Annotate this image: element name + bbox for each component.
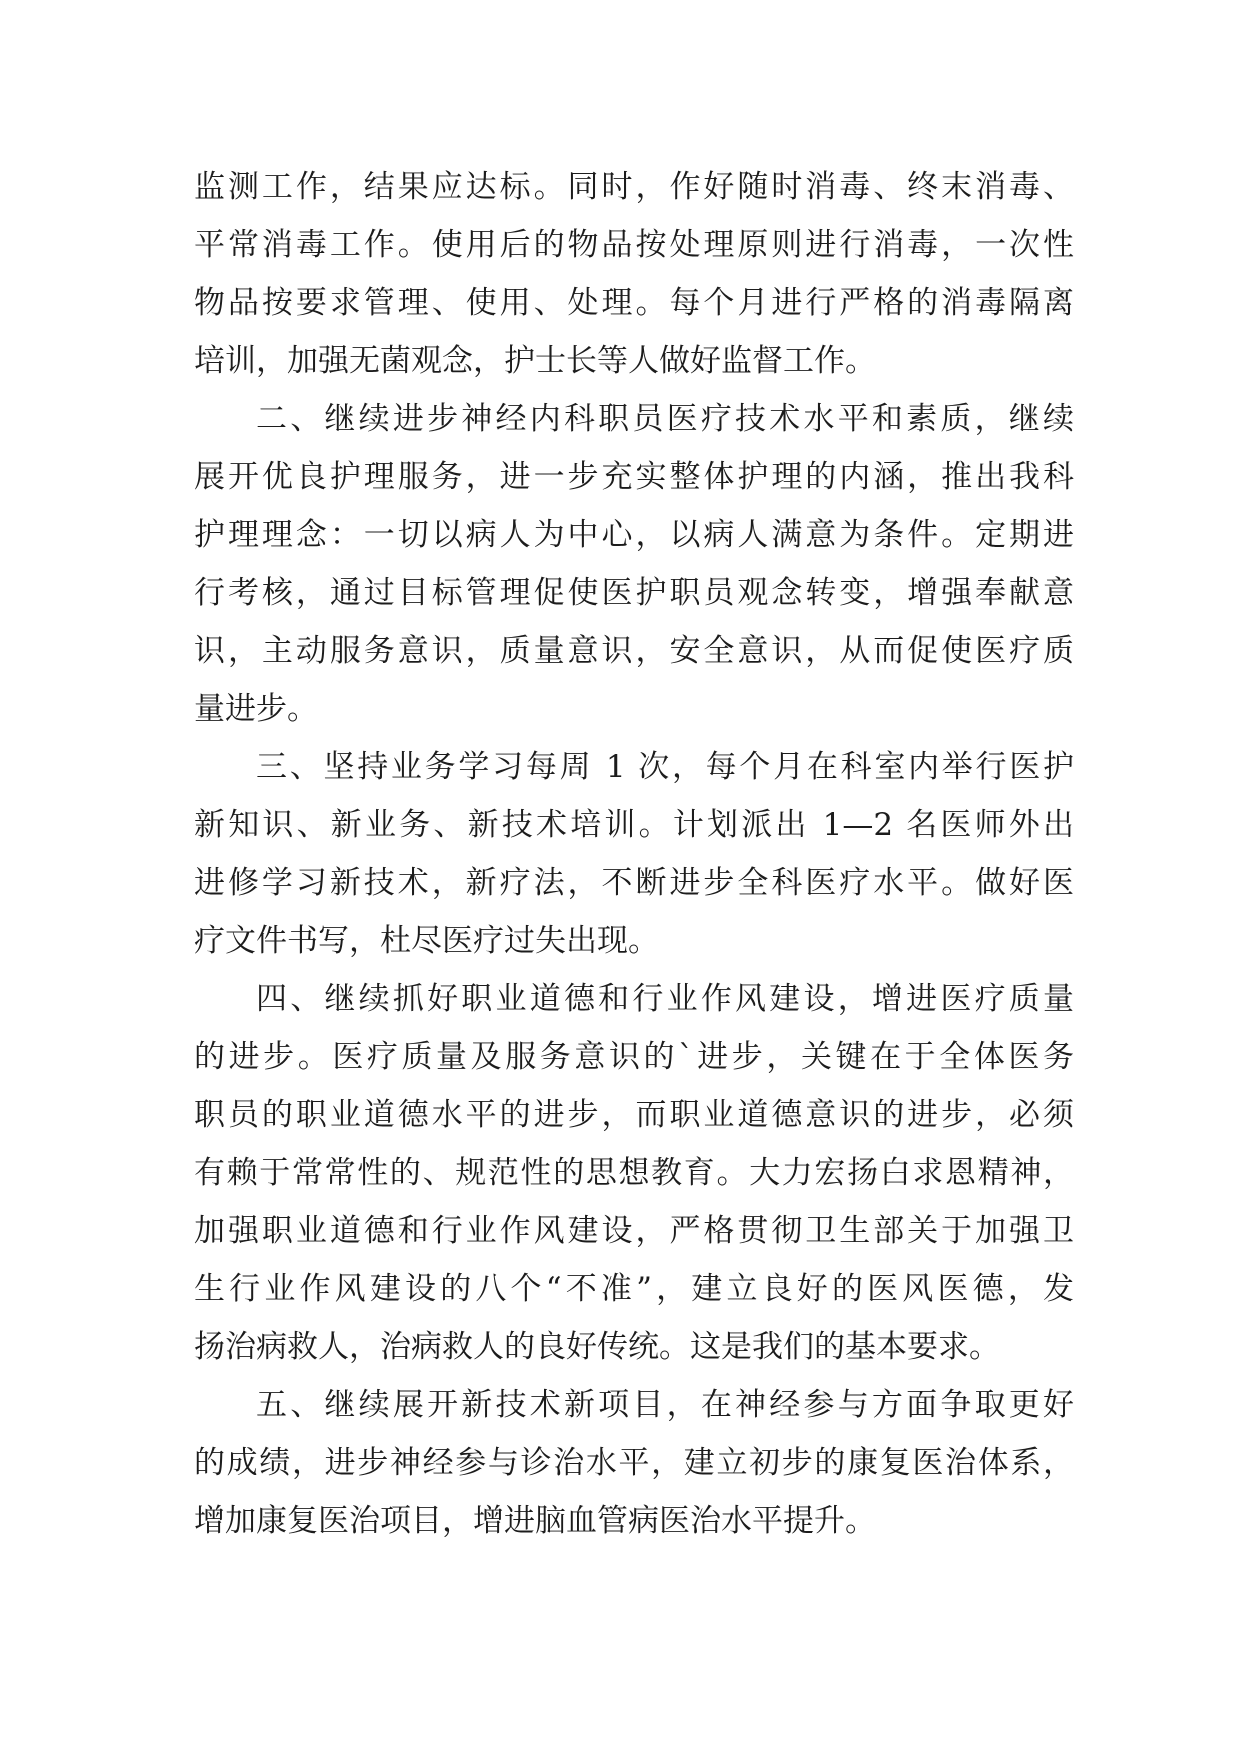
paragraph-line: 量进步。 [194,691,318,727]
paragraph-line: 监测工作，结果应达标。同时，作好随时消毒、终末消毒、 [194,169,1074,205]
paragraph-line: 的成绩，进步神经参与诊治水平，建立初步的康复医治体系， [194,1445,1074,1481]
paragraph-item-four [194,970,1074,1376]
paragraph-line: 疗文件书写，杜尽医疗过失出现。 [194,923,659,959]
paragraph-line: 物品按要求管理、使用、处理。每个月进行严格的消毒隔离 [194,285,1074,321]
paragraph-line: 有赖于常常性的、规范性的思想教育。大力宏扬白求恩精神， [194,1155,1074,1191]
paragraph-item-two [194,390,1074,738]
document-body [194,158,1074,1550]
paragraph-line: 生行业作风建设的八个“不准”，建立良好的医风医德，发 [194,1271,1074,1307]
paragraph-item-five [194,1376,1074,1550]
paragraph-line: 展开优良护理服务，进一步充实整体护理的内涵，推出我科 [194,459,1074,495]
paragraph-item-three [194,738,1074,970]
paragraph-line: 扬治病救人，治病救人的良好传统。这是我们的基本要求。 [194,1329,1000,1365]
paragraph-line: 护理理念：一切以病人为中心，以病人满意为条件。定期进 [194,517,1074,553]
paragraph-line: 行考核，通过目标管理促使医护职员观念转变，增强奉献意 [194,575,1074,611]
paragraph-line: 识，主动服务意识，质量意识，安全意识，从而促使医疗质 [194,633,1074,669]
paragraph-line: 四、继续抓好职业道德和行业作风建设，增进医疗质量 [256,981,1074,1017]
paragraph-disinfection-continued [194,158,1074,390]
paragraph-line: 五、继续展开新技术新项目，在神经参与方面争取更好 [256,1387,1074,1423]
paragraph-line: 二、继续进步神经内科职员医疗技术水平和素质，继续 [256,401,1074,437]
paragraph-line: 培训，加强无菌观念，护士长等人做好监督工作。 [194,343,876,379]
paragraph-line: 增加康复医治项目，增进脑血管病医治水平提升。 [194,1503,876,1539]
paragraph-line: 三、坚持业务学习每周 1 次，每个月在科室内举行医护 [256,749,1074,785]
paragraph-line: 加强职业道德和行业作风建设，严格贯彻卫生部关于加强卫 [194,1213,1074,1249]
paragraph-line: 进修学习新技术，新疗法，不断进步全科医疗水平。做好医 [194,865,1074,901]
paragraph-line: 新知识、新业务、新技术培训。计划派出 1—2 名医师外出 [194,807,1074,843]
paragraph-line: 职员的职业道德水平的进步，而职业道德意识的进步，必须 [194,1097,1074,1133]
paragraph-line: 平常消毒工作。使用后的物品按处理原则进行消毒，一次性 [194,227,1074,263]
paragraph-line: 的进步。医疗质量及服务意识的`进步，关键在于全体医务 [194,1039,1074,1075]
